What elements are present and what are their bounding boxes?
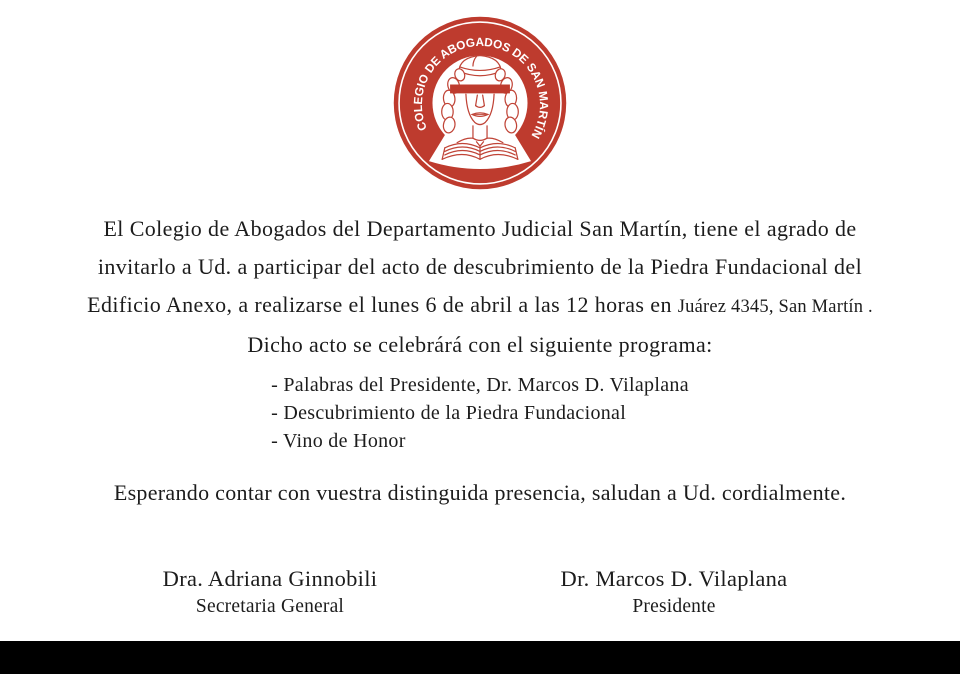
program-item-3: - Vino de Honor (271, 430, 406, 452)
program-list (271, 371, 689, 455)
signatory-left-title: Secretaria General (195, 596, 345, 617)
invitation-body (0, 210, 960, 620)
invitation-paragraph (0, 210, 960, 364)
program-item-1: - Palabras del Presidente, Dr. Marcos D. Vilaplana (271, 374, 689, 396)
bar-association-seal (392, 15, 568, 191)
signature-right (489, 565, 859, 620)
signatures-row (85, 565, 859, 620)
lips (472, 113, 488, 117)
signatory-left-name: Dra. Adriana Ginnobili (162, 566, 378, 591)
seal-ring-text: COLEGIO DE ABOGADOS DE SAN MARTÍN (410, 34, 551, 142)
seal-graphic (392, 15, 568, 191)
invitation-line-4: Dicho acto se celebrárá con el siguiente programa: (247, 332, 713, 357)
bottom-black-bar (0, 641, 960, 674)
invitation-line-1: El Colegio de Abogados del Departamento Judicial San Martín, tiene el agrado de (103, 216, 857, 241)
program-item-2: - Descubrimiento de la Piedra Fundacional (271, 402, 627, 424)
signatory-right-name: Dr. Marcos D. Vilaplana (560, 566, 788, 591)
blindfold (450, 85, 510, 94)
invitation-line-3-location: Juárez 4345, San Martín . (677, 297, 873, 317)
invitation-line-3 (0, 286, 960, 326)
invitation-line-3-main: Edificio Anexo, a realizarse el lunes 6 de abril a las 12 horas en (87, 292, 678, 317)
invitation-line-2: invitarlo a Ud. a participar del acto de descubrimiento de la Piedra Fundacional del (97, 254, 863, 279)
signature-left (85, 565, 455, 620)
closing-line: Esperando contar con vuestra distinguida presencia, saludan a Ud. cordialmente. (113, 480, 847, 505)
signatory-right-title: Presidente (632, 596, 716, 617)
